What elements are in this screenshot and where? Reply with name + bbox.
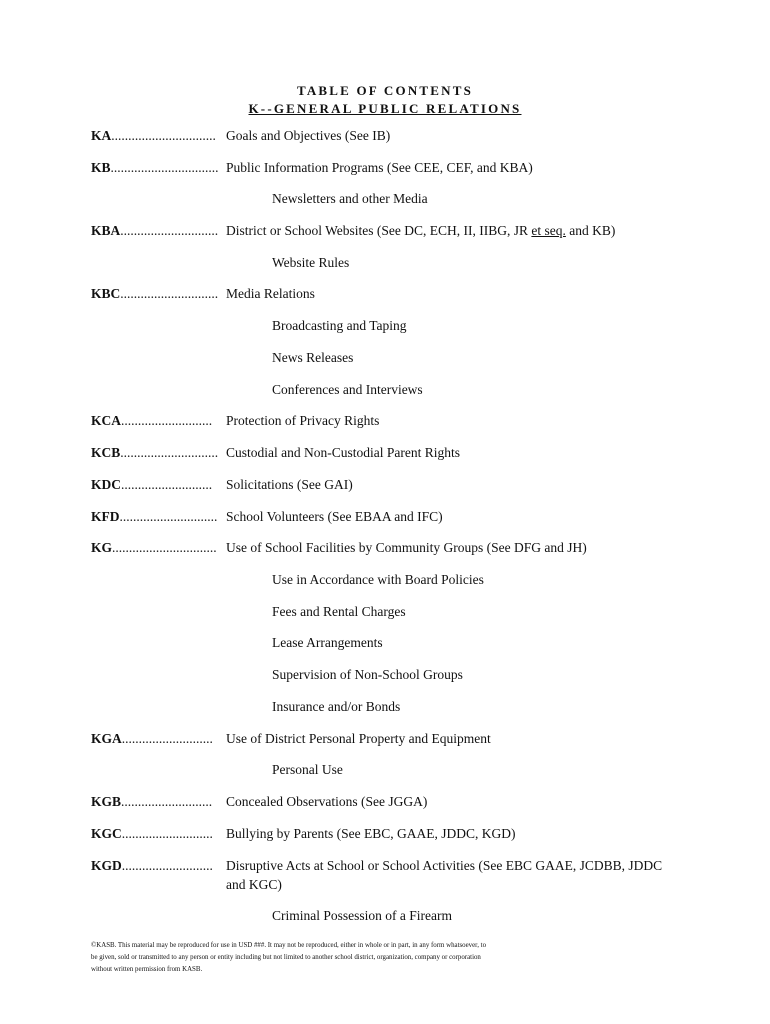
toc-code: KGB <box>91 794 122 809</box>
toc-code: KG <box>91 540 113 555</box>
toc-sub-item: Use in Accordance with Board Policies <box>272 572 484 587</box>
toc-sub-item: Supervision of Non-School Groups <box>272 667 463 682</box>
toc-entry-kg <box>91 538 225 558</box>
page-title: TABLE OF CONTENTS <box>296 83 474 98</box>
toc-code: KDC <box>91 477 121 492</box>
toc-desc-ka: Goals and Objectives (See IB) <box>226 128 391 143</box>
footer-line: be given, sold or transmitted to any person or entity including but not limited to another school district, organization, company or corporation <box>91 954 481 961</box>
toc-sub-item: Website Rules <box>272 255 350 270</box>
toc-desc-kgd-line2: and KGC) <box>226 877 282 892</box>
toc-desc-kgc: Bullying by Parents (See EBC, GAAE, JDDC, KGD) <box>226 826 516 841</box>
toc-desc-kga: Use of District Personal Property and Equipment <box>226 731 491 746</box>
toc-leader: ........................... <box>121 731 213 746</box>
toc-sub-item: Broadcasting and Taping <box>272 318 407 333</box>
copyright-footer <box>91 940 691 976</box>
toc-desc-kfd: School Volunteers (See EBAA and IFC) <box>226 509 443 524</box>
toc-entry-kgd <box>91 856 225 876</box>
toc-sub-item: Lease Arrangements <box>272 635 383 650</box>
toc-entry-kb <box>91 158 225 178</box>
toc-desc-kbc: Media Relations <box>226 286 315 301</box>
toc-entry-kgc <box>91 824 225 844</box>
toc-code: KGA <box>91 731 122 746</box>
toc-code: KA <box>91 128 112 143</box>
toc-sub-item: Conferences and Interviews <box>272 382 423 397</box>
toc-leader: ............................. <box>120 445 219 460</box>
toc-code: KGD <box>91 858 122 873</box>
toc-sub-item: Insurance and/or Bonds <box>272 699 401 714</box>
toc-entry-kca <box>91 411 225 431</box>
toc-leader: ............................... <box>112 540 217 555</box>
toc-leader: ........................... <box>121 413 213 428</box>
toc-desc-underlined: et seq. <box>531 223 566 238</box>
toc-desc-kcb: Custodial and Non-Custodial Parent Rights <box>226 445 460 460</box>
toc-desc-part: and KB) <box>565 223 616 238</box>
toc-desc-kb: Public Information Programs (See CEE, CEF, and KBA) <box>226 160 533 175</box>
toc-leader: ........................... <box>121 794 213 809</box>
toc-code: KCA <box>91 413 121 428</box>
toc-code: KFD <box>91 509 120 524</box>
toc-code: KB <box>91 160 111 175</box>
toc-leader: ............................... <box>111 128 216 143</box>
toc-entry-kga <box>91 729 225 749</box>
toc-code: KCB <box>91 445 121 460</box>
toc-desc-kdc: Solicitations (See GAI) <box>226 477 353 492</box>
toc-desc-kgb: Concealed Observations (See JGGA) <box>226 794 428 809</box>
toc-sub-item: Newsletters and other Media <box>272 191 428 206</box>
toc-leader: ............................. <box>119 509 218 524</box>
footer-line: ©KASB. This material may be reproduced for use in USD ###. It may not be reproduced, either in whole or in part, in any form whatsoever, to <box>91 942 487 949</box>
toc-code: KBC <box>91 286 121 301</box>
toc-entry-kfd <box>91 507 225 527</box>
toc-entry-kcb <box>91 443 225 463</box>
toc-leader: ............................. <box>120 223 219 238</box>
toc-entry-kgb <box>91 792 225 812</box>
toc-sub-item: News Releases <box>272 350 354 365</box>
toc-entry-ka <box>91 126 225 146</box>
toc-leader: ........................... <box>121 477 213 492</box>
toc-desc-kg: Use of School Facilities by Community Groups (See DFG and JH) <box>226 540 587 555</box>
toc-leader: ................................ <box>110 160 219 175</box>
toc-leader: ............................. <box>120 286 219 301</box>
toc-desc-kba <box>226 221 615 241</box>
toc-entry-kba <box>91 221 225 241</box>
toc-desc-kgd-line1: Disruptive Acts at School or School Activities (See EBC GAAE, JCDBB, JDDC <box>226 858 663 873</box>
toc-entry-kbc <box>91 284 225 304</box>
toc-desc-kca: Protection of Privacy Rights <box>226 413 380 428</box>
toc-leader: ........................... <box>121 858 213 873</box>
footer-line: without written permission from KASB. <box>91 966 203 973</box>
toc-entry-kdc <box>91 475 225 495</box>
toc-sub-item: Criminal Possession of a Firearm <box>272 908 452 923</box>
toc-sub-item: Personal Use <box>272 762 343 777</box>
toc-code: KBA <box>91 223 121 238</box>
toc-leader: ........................... <box>121 826 213 841</box>
page-subtitle: K--GENERAL PUBLIC RELATIONS <box>248 101 522 116</box>
toc-sub-item: Fees and Rental Charges <box>272 604 406 619</box>
toc-code: KGC <box>91 826 122 841</box>
toc-desc-part: District or School Websites (See DC, ECH, II, IIBG, JR <box>226 223 532 238</box>
